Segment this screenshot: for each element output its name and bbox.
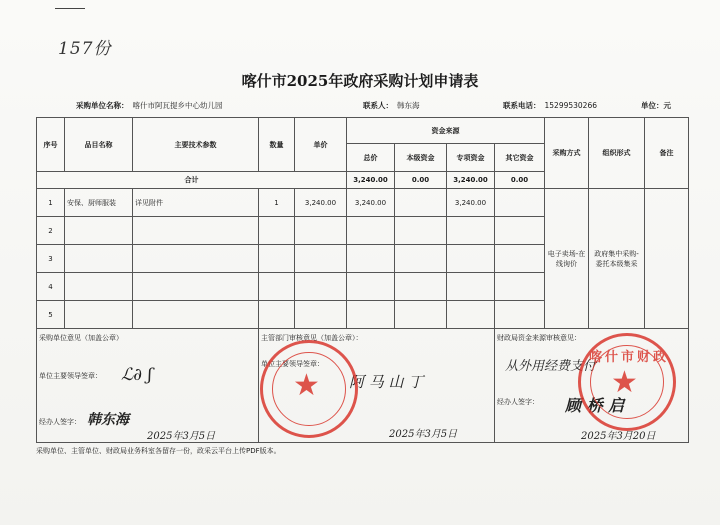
unit-opinion-cell [37, 329, 259, 443]
row-item [65, 301, 133, 329]
row-price [295, 273, 347, 301]
row-seq: 1 [37, 189, 65, 217]
unit-leader-signature: ℒ∂ ʃ [121, 365, 153, 385]
row-seq: 5 [37, 301, 65, 329]
row-total [347, 301, 395, 329]
finance-opinion-label: 财政局资金来源审核意见： [497, 334, 581, 342]
row-other [495, 301, 545, 329]
row-seq: 4 [37, 273, 65, 301]
row-total: 3,240.00 [347, 189, 395, 217]
note-value [645, 189, 689, 329]
contact-value: 韩东海 [397, 101, 420, 110]
row-price: 3,240.00 [295, 189, 347, 217]
summary-label: 合计 [37, 172, 347, 189]
page-title: 喀什市2025年政府采购计划申请表 [241, 72, 479, 90]
dept-leader-label: 单位主要领导签章： [261, 360, 324, 368]
row-seq: 3 [37, 245, 65, 273]
summary-own: 0.00 [395, 172, 447, 189]
top-mark-line [55, 8, 85, 9]
summary-other: 0.00 [495, 172, 545, 189]
row-special: 3,240.00 [447, 189, 495, 217]
row-spec: 详见附件 [133, 189, 259, 217]
row-own [395, 217, 447, 245]
purchase-unit-value: 喀什市阿瓦提乡中心幼儿园 [132, 101, 223, 110]
row-price [295, 301, 347, 329]
phone [503, 100, 597, 111]
seal-star-icon: ★ [611, 365, 638, 400]
finance-handler-label: 经办人签字： [497, 398, 539, 406]
row-qty [259, 301, 295, 329]
row-special [447, 217, 495, 245]
row-item [65, 245, 133, 273]
row-item [65, 273, 133, 301]
finance-remark: 从外用经费支付 [505, 359, 597, 374]
header-note: 备注 [645, 118, 689, 189]
header-seq: 序号 [37, 118, 65, 172]
handwritten-number: 157份 [58, 39, 112, 59]
row-item [65, 217, 133, 245]
row-item: 安保、厨师服装 [65, 189, 133, 217]
row-price [295, 245, 347, 273]
row-own [395, 301, 447, 329]
header-price: 单价 [295, 118, 347, 172]
footnote: 采购单位、主管单位、财政局业务科室各留存一份，政采云平台上传PDF版本。 [36, 447, 281, 455]
row-qty [259, 245, 295, 273]
header-method: 采购方式 [545, 118, 589, 189]
header-special: 专项资金 [447, 144, 495, 172]
row-spec [133, 245, 259, 273]
row-special [447, 273, 495, 301]
finance-date: 2025年3月20日 [581, 431, 656, 442]
row-special [447, 245, 495, 273]
header-org: 组织形式 [589, 118, 645, 189]
org-value: 政府集中采购-委托本级集采 [589, 189, 645, 329]
row-total [347, 245, 395, 273]
phone-value: 15299530266 [544, 101, 597, 110]
row-price [295, 217, 347, 245]
dept-date: 2025年3月5日 [389, 429, 458, 440]
contact-label: 联系人： [363, 101, 393, 110]
unit-handler-signature: ﻿韩东海 [87, 412, 129, 428]
row-total [347, 217, 395, 245]
row-other [495, 273, 545, 301]
department-seal [260, 340, 358, 438]
phone-label: 联系电话： [503, 101, 541, 110]
purchase-unit-label: 采购单位名称： [76, 101, 129, 110]
header-other: 其它资金 [495, 144, 545, 172]
header-own: 本级资金 [395, 144, 447, 172]
header-row-1 [37, 118, 689, 144]
unit-date: 2025年3月5日 [147, 431, 216, 442]
row-qty [259, 273, 295, 301]
row-total [347, 273, 395, 301]
row-own [395, 189, 447, 217]
row-special [447, 301, 495, 329]
unit-handler-label: 经办人签字： [39, 418, 81, 426]
row-seq: 2 [37, 217, 65, 245]
row-qty [259, 217, 295, 245]
row-other [495, 189, 545, 217]
method-value: 电子卖场-在线询价 [545, 189, 589, 329]
dept-leader-signature: 阿 马 山 丁 [349, 373, 424, 391]
summary-total: 3,240.00 [347, 172, 395, 189]
row-spec [133, 273, 259, 301]
unit-leader-label: 单位主要领导签章： [39, 372, 102, 380]
row-qty: 1 [259, 189, 295, 217]
row-other [495, 245, 545, 273]
purchase-unit [76, 100, 223, 111]
finance-seal [578, 333, 676, 431]
row-own [395, 245, 447, 273]
row-spec [133, 217, 259, 245]
contact [363, 100, 420, 111]
finance-handler-signature: 顾 桥 启 [565, 396, 625, 415]
summary-special: 3,240.00 [447, 172, 495, 189]
dept-opinion-label: 主管部门审核意见（加盖公章）： [261, 334, 363, 342]
row-own [395, 273, 447, 301]
header-qty: 数量 [259, 118, 295, 172]
header-funds: 资金来源 [347, 118, 545, 144]
header-spec: 主要技术参数 [133, 118, 259, 172]
table-row [37, 189, 689, 217]
row-spec [133, 301, 259, 329]
header-item: 品目名称 [65, 118, 133, 172]
finance-seal-text: 喀什市财政 [589, 350, 670, 365]
currency-unit: 单位：元 [641, 101, 671, 110]
header-total: 总价 [347, 144, 395, 172]
row-other [495, 217, 545, 245]
unit-opinion-label: 采购单位意见（加盖公章） [39, 334, 123, 342]
seal-star-icon: ★ [293, 368, 320, 403]
